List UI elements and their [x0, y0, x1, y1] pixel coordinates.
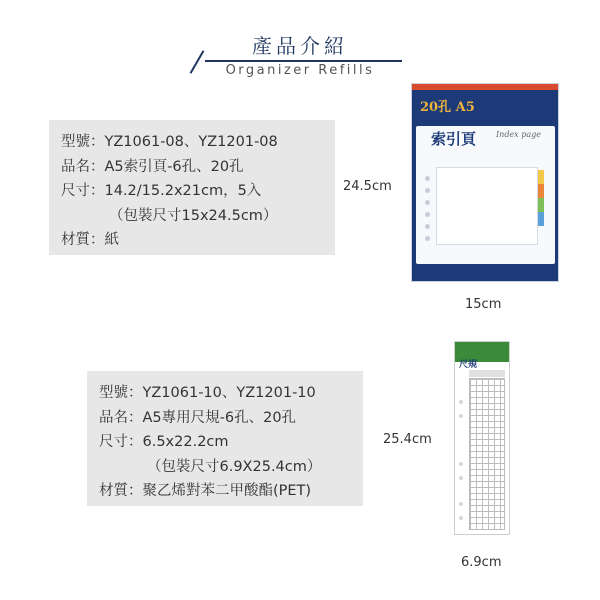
- product1-model: 型號：YZ1061-08、YZ1201-08: [61, 134, 278, 150]
- punch-hole: [459, 400, 463, 404]
- product1-material: 材質：紙: [61, 232, 119, 248]
- index-tab-yellow: [538, 170, 544, 184]
- page-subtitle: Organizer Refills: [225, 63, 375, 78]
- punch-hole: [425, 200, 430, 205]
- punch-hole: [425, 212, 430, 217]
- punch-hole: [459, 476, 463, 480]
- punch-hole: [425, 236, 430, 241]
- product2-package-size: （包裝尺寸6.9X25.4cm）: [147, 459, 322, 475]
- product1-package-size: （包裝尺寸15x24.5cm）: [109, 208, 278, 224]
- package-badge: 20孔 A5: [420, 100, 475, 115]
- product1-name: 品名：A5索引頁-6孔、20孔: [61, 159, 244, 175]
- index-tab-green: [538, 198, 544, 212]
- punch-hole: [425, 176, 430, 181]
- product1-height-label: 24.5cm: [343, 179, 392, 194]
- product2-width-label: 6.9cm: [461, 555, 502, 570]
- ruler-package-image: [454, 341, 510, 535]
- product2-name: 品名：A5專用尺規-6孔、20孔: [99, 410, 297, 426]
- package-top-strip: [412, 84, 558, 90]
- index-sheet-preview: [436, 167, 538, 245]
- package-title: 索引頁: [431, 130, 477, 148]
- punch-hole: [459, 502, 463, 506]
- product2-height-label: 25.4cm: [383, 432, 432, 447]
- header-underline: [205, 60, 402, 62]
- index-tab-orange: [538, 184, 544, 198]
- package-script-text: Index page: [496, 130, 541, 139]
- punch-hole: [459, 462, 463, 466]
- ruler-header-strip: [469, 370, 505, 377]
- ruler-grid: [469, 378, 505, 530]
- product1-width-label: 15cm: [465, 297, 502, 312]
- index-page-package-image: [411, 83, 559, 282]
- product2-material: 材質：聚乙烯對苯二甲酸酯(PET): [99, 483, 312, 499]
- punch-hole: [459, 516, 463, 520]
- product2-size: 尺寸：6.5x22.2cm: [99, 434, 229, 450]
- page-title: 產品介紹: [252, 34, 348, 58]
- package-label: 尺規: [459, 360, 478, 370]
- product2-model: 型號：YZ1061-10、YZ1201-10: [99, 385, 316, 401]
- product2-spec-box: [87, 371, 363, 506]
- punch-hole: [425, 188, 430, 193]
- product1-spec-box: [49, 120, 335, 255]
- index-tab-blue: [538, 212, 544, 226]
- punch-hole: [459, 414, 463, 418]
- product1-size: 尺寸：14.2/15.2x21cm，5入: [61, 183, 262, 199]
- punch-hole: [425, 224, 430, 229]
